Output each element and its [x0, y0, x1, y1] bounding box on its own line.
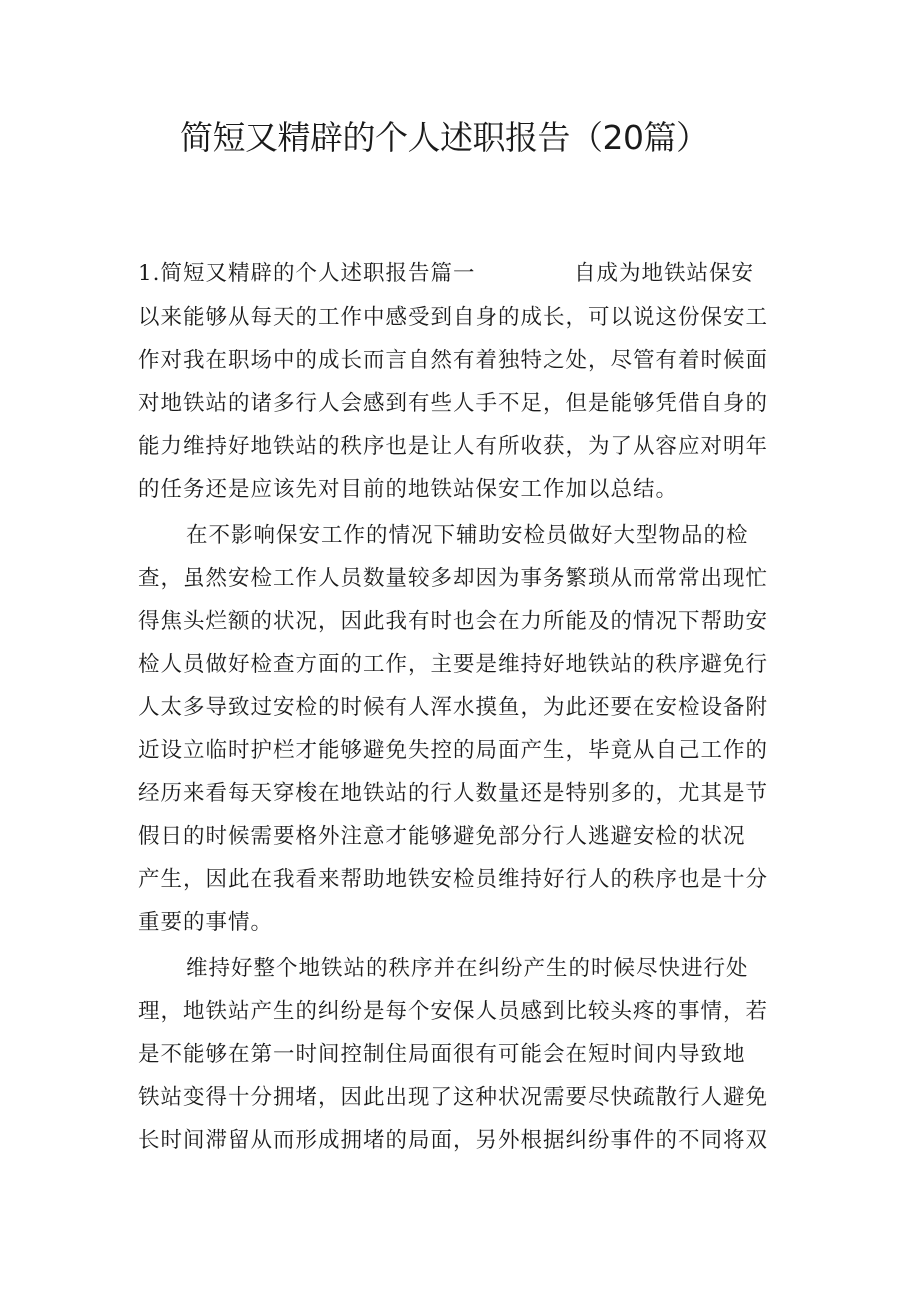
- section-heading-line: [138, 256, 798, 292]
- document-title: 简短又精辟的个人述职报告（20篇）: [180, 118, 709, 157]
- paragraph-line: 作对我在职场中的成长而言自然有着独特之处，尽管有着时候面: [138, 348, 769, 373]
- paragraph-line: 铁站变得十分拥堵，因此出现了这种状况需要尽快疏散行人避免: [138, 1085, 769, 1110]
- paragraph-line: 近设立临时护栏才能够避免失控的局面产生，毕竟从自己工作的: [138, 738, 769, 763]
- section-heading-tail: 自成为地铁站保安: [574, 261, 755, 286]
- paragraph-line: 重要的事情。: [138, 910, 274, 935]
- paragraph-line: 是不能够在第一时间控制住局面很有可能会在短时间内导致地: [138, 1042, 746, 1067]
- paragraph-line: 以来能够从每天的工作中感受到自身的成长，可以说这份保安工: [138, 305, 769, 330]
- paragraph-line: 在不影响保安工作的情况下辅助安检员做好大型物品的检: [186, 523, 749, 548]
- paragraph-line: 产生，因此在我看来帮助地铁安检员维持好行人的秩序也是十分: [138, 867, 769, 892]
- paragraph-line: 人太多导致过安检的时候有人浑水摸鱼，为此还要在安检设备附: [138, 695, 769, 720]
- paragraph-line: 经历来看每天穿梭在地铁站的行人数量还是特别多的，尤其是节: [138, 781, 769, 806]
- section-heading: 1.简短又精辟的个人述职报告篇一: [138, 261, 476, 286]
- paragraph-line: 对地铁站的诸多行人会感到有些人手不足，但是能够凭借自身的: [138, 391, 769, 416]
- paragraph-line: 假日的时候需要格外注意才能够避免部分行人逃避安检的状况: [138, 824, 746, 849]
- paragraph-line: 检人员做好检查方面的工作，主要是维持好地铁站的秩序避免行: [138, 652, 769, 677]
- paragraph-line: 的任务还是应该先对目前的地铁站保安工作加以总结。: [138, 477, 679, 502]
- paragraph-line: 查，虽然安检工作人员数量较多却因为事务繁琐从而常常出现忙: [138, 566, 769, 591]
- paragraph-line: 维持好整个地铁站的秩序并在纠纷产生的时候尽快进行处: [186, 956, 749, 981]
- paragraph-line: 长时间滞留从而形成拥堵的局面，另外根据纠纷事件的不同将双: [138, 1128, 769, 1153]
- paragraph-line: 得焦头烂额的状况，因此我有时也会在力所能及的情况下帮助安: [138, 609, 769, 634]
- paragraph-line: 理，地铁站产生的纠纷是每个安保人员感到比较头疼的事情，若: [138, 999, 769, 1024]
- paragraph-line: 能力维持好地铁站的秩序也是让人有所收获，为了从容应对明年: [138, 434, 769, 459]
